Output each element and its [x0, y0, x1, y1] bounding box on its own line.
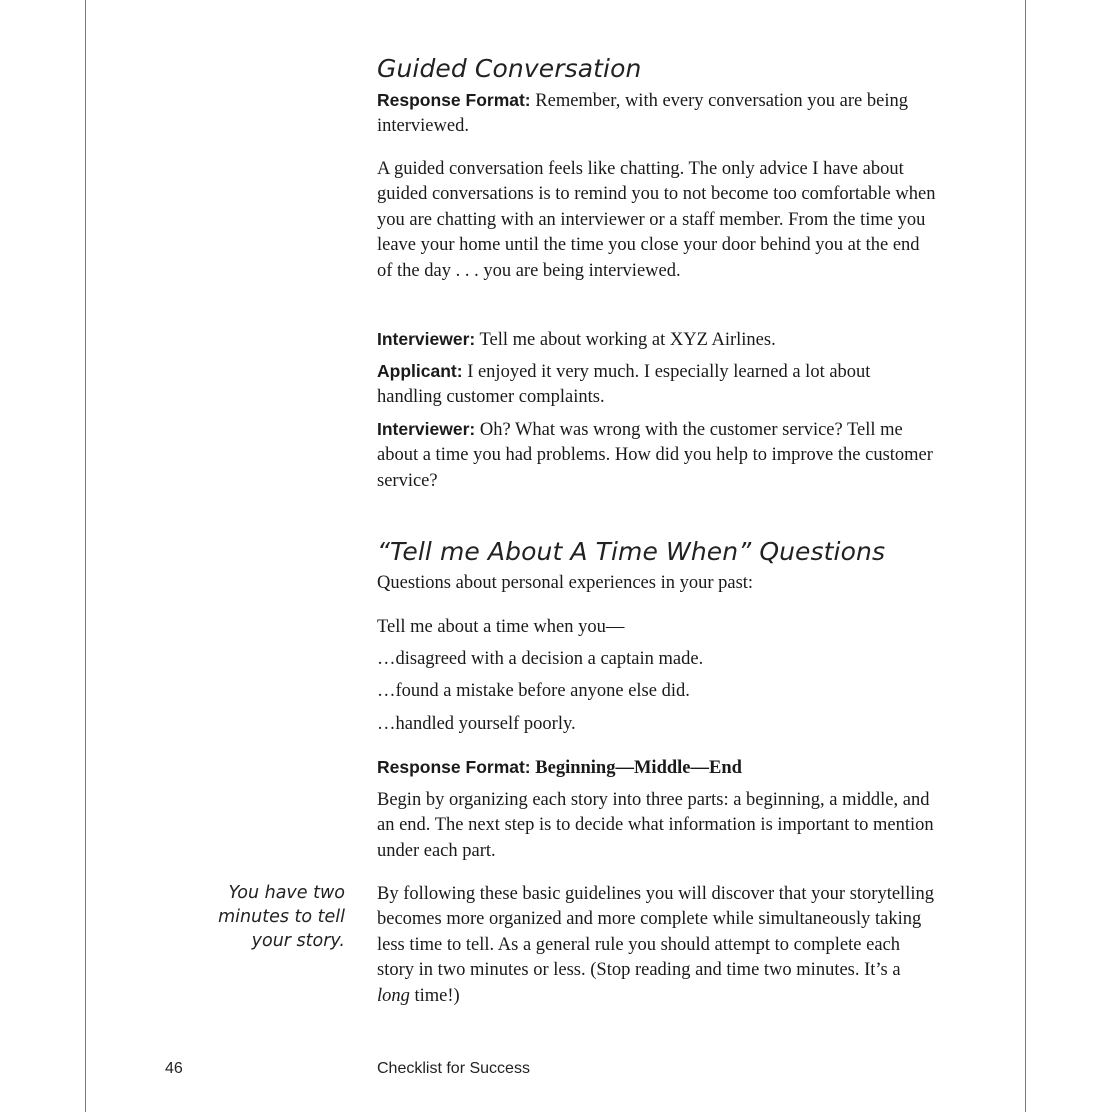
guidelines-paragraph: [377, 882, 937, 1009]
guidelines-text-end: time!): [409, 985, 460, 1006]
sidenote-line: minutes to tell: [218, 907, 345, 927]
section-heading-guided-conversation: Guided Conversation: [377, 54, 642, 83]
dialogue-speaker: Interviewer:: [377, 419, 476, 439]
response-format-text: Remember, with every conversation you are being interviewed.: [377, 91, 908, 137]
margin-sidenote: [185, 881, 345, 953]
dialogue-text: I enjoyed it very much. I especially learned a lot about handling customer complaints.: [377, 362, 871, 408]
guidelines-emphasis: long: [377, 985, 410, 1006]
dialogue-speaker: Applicant:: [377, 361, 463, 381]
questions-lead: Tell me about a time when you—: [377, 617, 625, 637]
story-organization-paragraph: Begin by organizing each story into three parts: a beginning, a middle, and an end. The next step is to decide what information is important to mention under each part.: [377, 790, 934, 861]
dialogue-line: [377, 327, 937, 353]
response-format-label: Response Format:: [377, 757, 531, 777]
questions-intro: Questions about personal experiences in your past:: [377, 573, 754, 593]
question-item: …found a mistake before anyone else did.: [377, 681, 690, 701]
question-item: …handled yourself poorly.: [377, 714, 576, 734]
sidenote-line: You have two: [228, 883, 345, 903]
response-format-paragraph-2: [377, 755, 937, 781]
dialogue-line: [377, 359, 937, 411]
sidenote-line: your story.: [251, 931, 345, 951]
response-format-value: Beginning—Middle—End: [530, 758, 742, 778]
question-item: …disagreed with a decision a captain made.: [377, 649, 704, 669]
response-format-paragraph-1: [377, 88, 937, 140]
page-border-right: [1025, 0, 1026, 1112]
dialogue-line: [377, 417, 937, 494]
section-heading-tell-me-about: “Tell me About A Time When” Questions: [377, 537, 886, 566]
page-border-left: [85, 0, 86, 1112]
running-footer-title: Checklist for Success: [377, 1060, 530, 1077]
dialogue-text: Oh? What was wrong with the customer service? Tell me about a time you had problems. How did you help to improve the customer service?: [377, 420, 933, 491]
page-number: 46: [165, 1060, 183, 1077]
dialogue-text: Tell me about working at XYZ Airlines.: [475, 330, 776, 350]
guidelines-text: By following these basic guidelines you will discover that your storytelling becomes more organized and more complete while simultaneously taking less time to tell. As a general rule you should attempt to complete each story in two minutes or less. (Stop reading and time two minutes. It’s a: [377, 884, 934, 981]
guided-conversation-paragraph: A guided conversation feels like chatting. The only advice I have about guided conversations is to remind you to not become too comfortable when you are chatting with an interviewer or a staff member. From the time you leave your home until the time you close your door behind you at the end of the day . . . you are being interviewed.: [377, 159, 936, 281]
response-format-label: Response Format:: [377, 90, 531, 110]
dialogue-speaker: Interviewer:: [377, 329, 476, 349]
